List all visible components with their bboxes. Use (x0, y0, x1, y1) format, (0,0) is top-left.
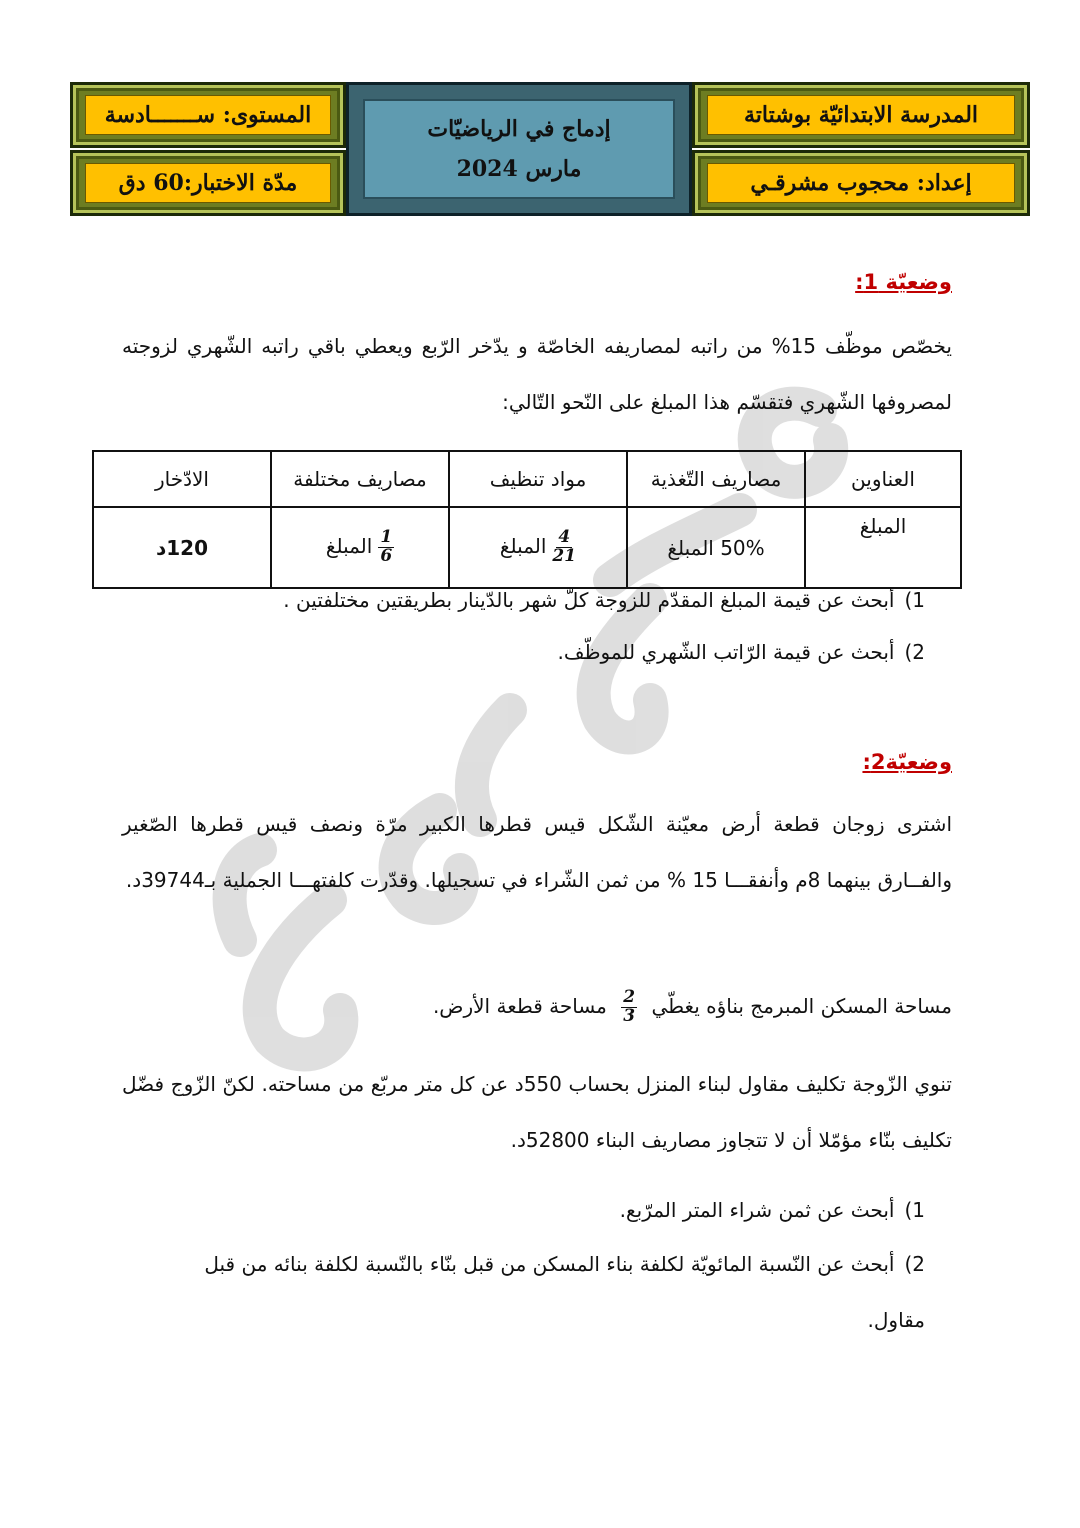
header (70, 82, 1030, 216)
level-text: المستوى: ســـــــادسة (85, 95, 331, 135)
school-name: المدرسة الابتدائيّة بوشتاتة (707, 95, 1015, 135)
question-2-2: 2)أبحث عن النّسبة المائويّة لكلفة بناء المسكن من قبل بنّاء بالنّسبة لكلفة بنائه من قبل مقاول. (204, 1252, 925, 1332)
savings-amount: 120د (93, 507, 271, 588)
fraction: $\frac{1}{6}$ (380, 527, 393, 566)
food-amount: 50% المبلغ (627, 507, 805, 588)
fraction: $\frac{2}{3}$ (623, 987, 636, 1026)
situation-2-paragraph-1: اشترى زوجان قطعة أرض معيّنة الشّكل قيس قطرها الكبير مرّة ونصف قيس قطرها الصّغير والفــارق بينهما 8م وأنفقـــا 15 % من ثمن الشّراء في تسجيلها. وقدّرت كلفتهـــا الجملية بـ39744د. (122, 812, 952, 892)
situation-2-paragraph-2: مساحة المسكن المبرمج بناؤه يغطّي $\frac{2}{3}$ مساحة قطعة الأرض. (432, 987, 952, 1026)
question-1-1: 1)أبحث عن قيمة المبلغ المقدّم للزوجة كلّ شهر بالدّينار بطريقتين مختلفتين . (283, 588, 925, 612)
duration-box (70, 150, 346, 216)
table-header-cell: مصاريف التّغذية (627, 451, 805, 507)
distribution-table (92, 450, 962, 589)
exam-date: مارس 2024 (456, 156, 582, 182)
level-box (70, 82, 346, 148)
situation-2-paragraph-3: تنوي الزّوجة تكليف مقاول لبناء المنزل بحساب 550د عن كل متر مربّع من مساحته. لكنّ الزّوج فضّل تكليف بنّاء مؤمّلا أن لا تتجاوز مصاريف البناء 52800د. (122, 1072, 952, 1152)
situation-1-text: يخصّص موظّف 15% من راتبه لمصاريفه الخاصّة و يدّخر الرّبع ويعطي باقي راتبه الشّهري لزوجته لمصروفها الشّهري فتقسّم هذا المبلغ على النّحو التّالي: (122, 334, 952, 414)
question-2-1: 1)أبحث عن ثمن شراء المتر المرّبع. (619, 1198, 925, 1222)
table-row (93, 451, 961, 507)
table-row-label: المبلغ (805, 507, 961, 588)
title-box (346, 82, 692, 216)
author-box (692, 150, 1030, 216)
school-box (692, 82, 1030, 148)
cleaning-amount: $\frac{4}{21}$ المبلغ (449, 507, 627, 588)
question-1-2: 2)أبحث عن قيمة الرّاتب الشّهري للموظّف. (557, 640, 925, 664)
table-header-cell: مصاريف مختلفة (271, 451, 449, 507)
author-name: إعداد: محجوب مشرقـي (707, 163, 1015, 203)
misc-amount: $\frac{1}{6}$ المبلغ (271, 507, 449, 588)
table-header-cell: الادّخار (93, 451, 271, 507)
situation-1-title: وضعيّة 1: (855, 270, 952, 294)
page-title: إدماج في الرياضيّات (427, 116, 611, 142)
situation-2-title: وضعيّة2: (862, 750, 952, 774)
fraction: $\frac{4}{21}$ (552, 527, 577, 566)
duration-text: مدّة الاختبار:60 دق (85, 163, 331, 203)
table-header-cell: العناوين (805, 451, 961, 507)
table-header-cell: مواد تنظيف (449, 451, 627, 507)
